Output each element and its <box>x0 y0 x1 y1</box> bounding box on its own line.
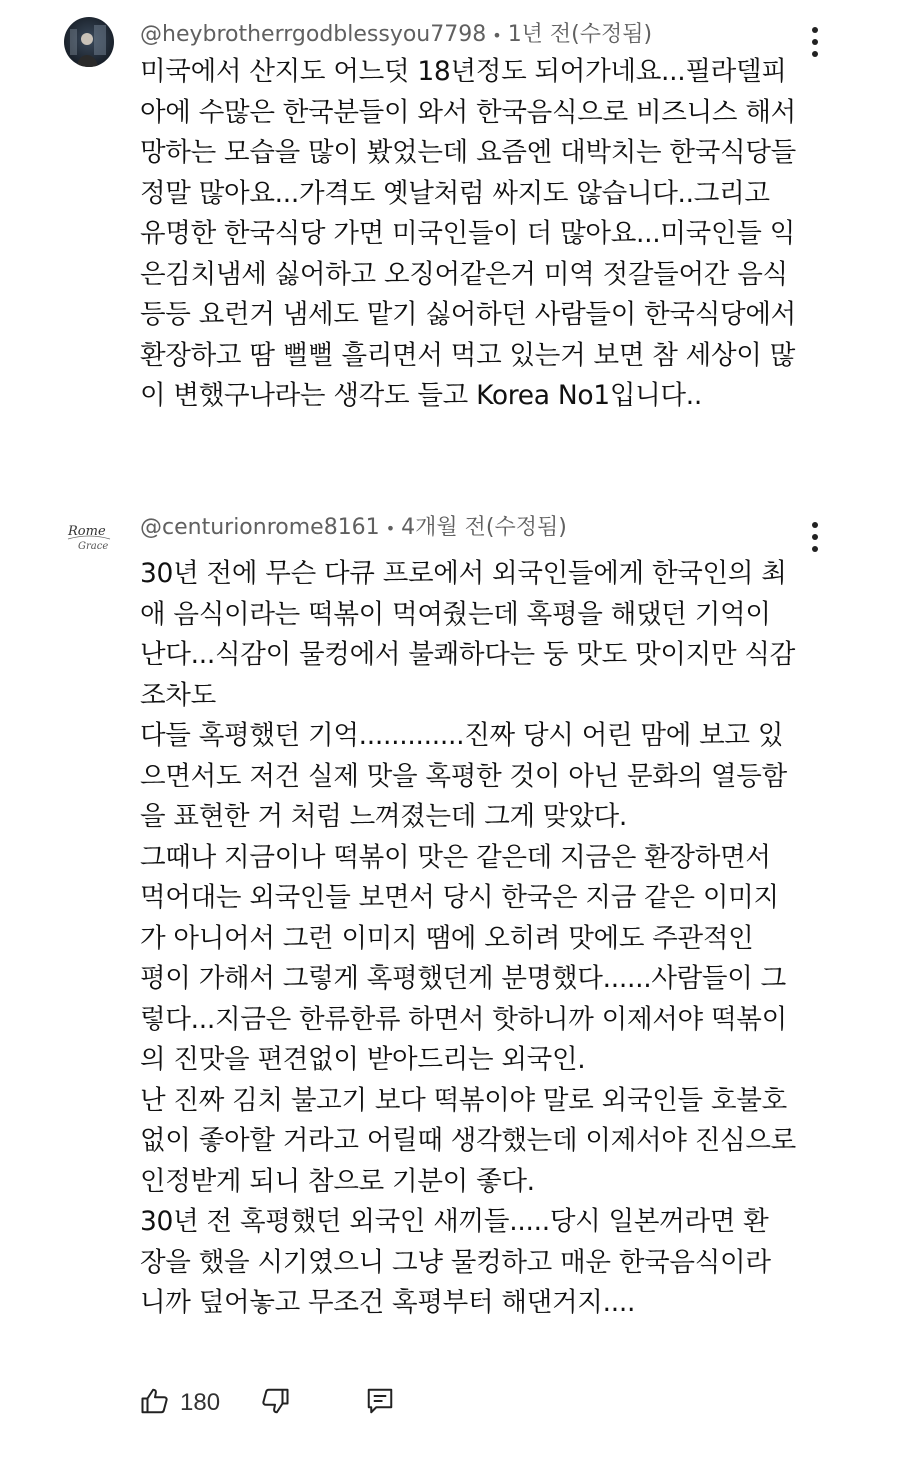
separator-dot: • <box>385 519 396 538</box>
thumbs-down-icon <box>260 1386 290 1420</box>
comment-timestamp[interactable]: 4개월 전(수정됨) <box>401 515 567 540</box>
reply-button[interactable] <box>365 1383 395 1423</box>
avatar-logo-text: Rome <box>68 524 106 539</box>
more-vert-icon[interactable] <box>800 517 830 557</box>
comment-header <box>140 510 567 546</box>
thumbs-up-icon <box>140 1386 170 1420</box>
comment-text: 미국에서 산지도 어느덧 18년정도 되어가네요...필라델피 아에 수많은 한국분들이 와서 한국음식으로 비즈니스 해서 망하는 모습을 많이 봤었는데 요즘엔 대박치는 한국식당들 정말 많아요...가격도 옛날처럼 싸지도 않습니다..그리고 유명한 한국식당 가면 미국인들이 더 많아요...미국인들 익 은김치냄세 싫어하고 오징어같은거 미역 젓갈들어간 음식 등등 요런거 냄세도 맡기 싫어하던 사람들이 한국식당에서 환장하고 땀 뻘뻘 흘리면서 먹고 있는거 보면 참 세상이 많 이 변했구나라는 생각도 들고 Korea No1입니다.. <box>140 56 796 411</box>
avatar[interactable] <box>64 17 114 67</box>
svg-text:Grace: Grace <box>78 541 109 552</box>
like-count: 180 <box>180 1389 221 1416</box>
reply-icon <box>365 1386 395 1420</box>
comment-author[interactable]: @heybrotherrgodblessyou7798 <box>140 22 487 47</box>
dislike-button[interactable] <box>260 1383 290 1423</box>
comment-author[interactable]: @centurionrome8161 <box>140 515 380 540</box>
comment-actions <box>140 1383 440 1423</box>
comment-timestamp[interactable]: 1년 전(수정됨) <box>507 22 653 47</box>
like-button[interactable] <box>140 1383 220 1423</box>
comment-text: 30년 전에 무슨 다큐 프로에서 외국인들에게 한국인의 최 애 음식이라는 떡볶이 먹여줬는데 혹평을 해댔던 기억이 난다...식감이 물컹에서 불쾌하다는 둥 맛도 맛이지만 식감 조차도 다들 혹평했던 기억.............진짜 당시 어린 맘에 보고 있 으면서도 저건 실제 맛을 혹평한 것이 아닌 문화의 열등함 을 표현한 거 처럼 느껴졌는데 그게 맞았다. 그때나 지금이나 떡볶이 맛은 같은데 지금은 환장하면서 먹어대는 외국인들 보면서 당시 한국은 지금 같은 이미지 가 아니어서 그런 이미지 땜에 오히려 맛에도 주관적인 평이 가해서 그렇게 혹평했던게 분명했다......사람들이 그 렇다...지금은 한류한류 하면서 핫하니까 이제서야 떡볶이 의 진맛을 편견없이 받아드리는 외국인. 난 진짜 김치 불고기 보다 떡볶이야 말로 외국인들 호불호 없이 좋아할 거라고 어릴때 생각했는데 이제서야 진심으로 인정받게 되니 참으로 기분이 좋다. 30년 전 혹평했던 외국인 새끼들.....당시 일본꺼라면 환 장을 했을 시기였으니 그냥 물컹하고 매운 한국음식이라 니까 덮어놓고 무조건 혹평부터 해댄거지.... <box>140 558 796 1318</box>
comment <box>0 495 900 1464</box>
comment <box>0 0 900 470</box>
avatar[interactable] <box>64 513 114 563</box>
separator-dot: • <box>492 26 502 45</box>
comment-header <box>140 17 652 53</box>
